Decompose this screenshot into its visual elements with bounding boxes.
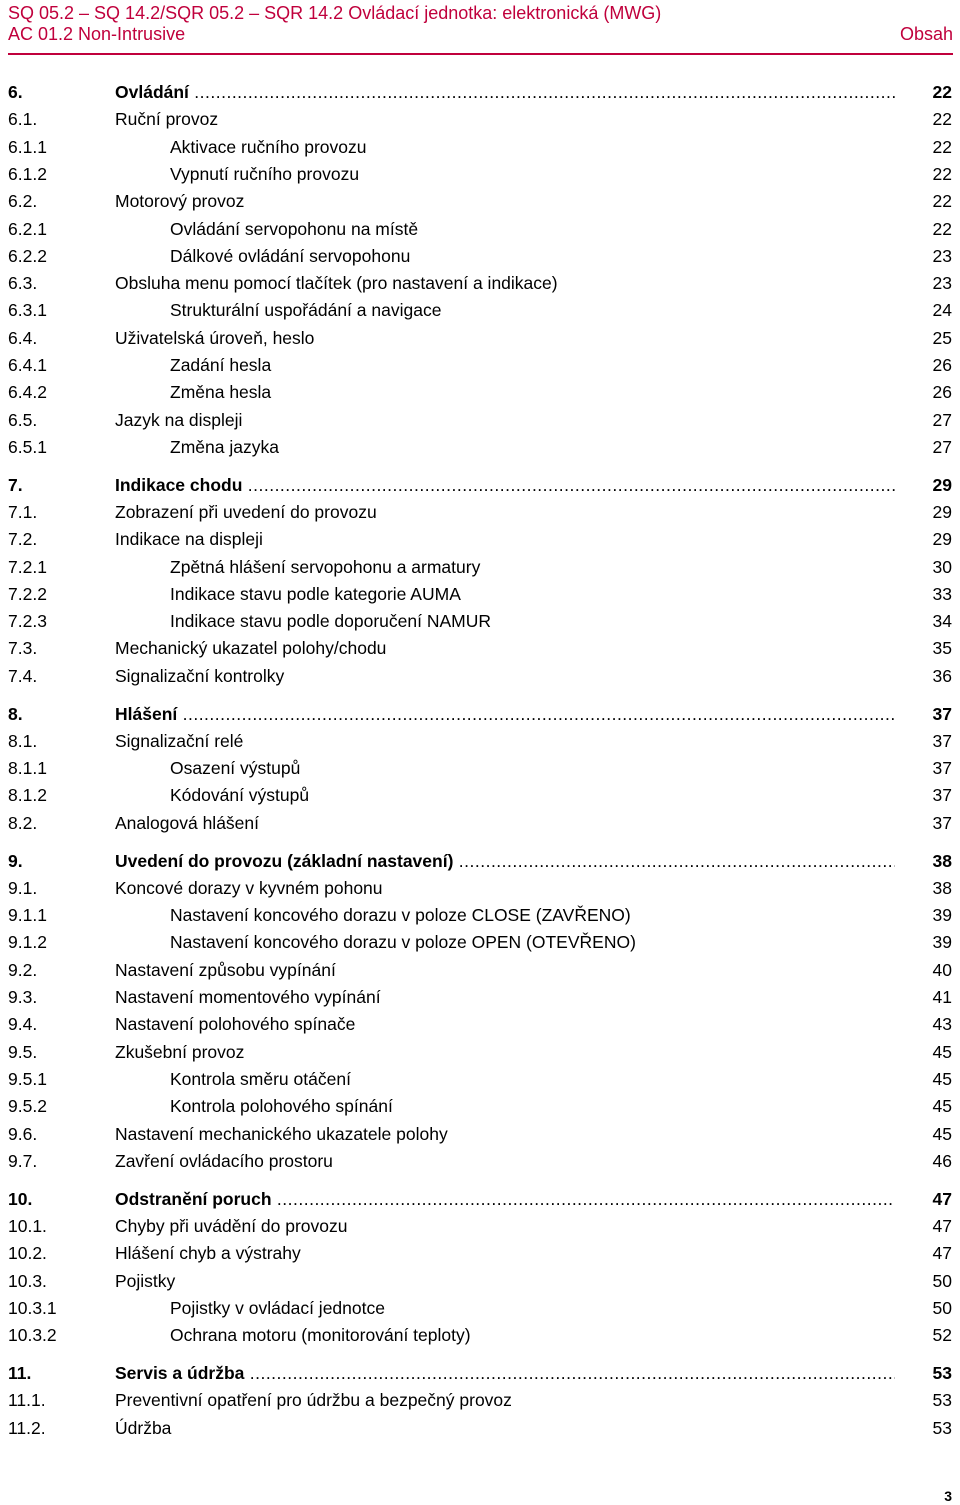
toc-entry-number: 9.3. (8, 987, 38, 1007)
toc-entry-page: 33 (932, 584, 952, 604)
toc-entry-title: Odstranění poruch ..... (115, 1187, 895, 1211)
toc-entry-number: 6.4. (8, 328, 38, 348)
toc-entry-row[interactable] (0, 408, 960, 432)
toc-entry-row[interactable] (0, 1214, 960, 1238)
toc-entry-title: Údržba (115, 1418, 172, 1438)
toc-entry-title: Nastavení momentového vypínání (115, 987, 381, 1007)
toc-entry-page: 23 (932, 246, 952, 266)
toc-entry-number: 11.1. (8, 1390, 46, 1410)
toc-entry-page: 22 (932, 191, 952, 211)
toc-entry-title: Jazyk na displeji (115, 410, 243, 430)
toc-entry-page: 38 (932, 878, 952, 898)
toc-entry-page: 29 (932, 529, 952, 549)
toc-entry-number: 11.2. (8, 1418, 46, 1438)
toc-entry-title: Obsluha menu pomocí tlačítek (pro nastavení a indikace) (115, 273, 558, 293)
toc-entry-row[interactable] (0, 326, 960, 350)
toc-entry-number: 9.7. (8, 1151, 38, 1171)
toc-entry-row[interactable] (0, 1122, 960, 1146)
toc-entry-title: Kontrola směru otáčení (170, 1069, 351, 1089)
toc-entry-number: 9.1.1 (8, 905, 47, 925)
toc-entry-title: Nastavení polohového spínače (115, 1014, 356, 1034)
toc-entry-number: 7.4. (8, 666, 38, 686)
toc-entry-title: Preventivní opatření pro údržbu a bezpečný provoz (115, 1390, 512, 1410)
toc-entry-page: 52 (932, 1325, 952, 1345)
toc-entry-number: 9.2. (8, 960, 38, 980)
toc-entry-number: 6.1.1 (8, 137, 47, 157)
toc-entry-number: 7.3. (8, 638, 38, 658)
toc-entry-title: Vypnutí ručního provozu (170, 164, 360, 184)
toc-entry-page: 37 (932, 785, 952, 805)
toc-entry-page: 25 (932, 328, 952, 348)
toc-entry-number: 6.2.1 (8, 219, 47, 239)
toc-entry-title: Ochrana motoru (monitorování teploty) (170, 1325, 471, 1345)
toc-entry-row[interactable] (0, 189, 960, 213)
toc-entry-title: Motorový provoz (115, 191, 245, 211)
toc-entry-page: 22 (932, 219, 952, 239)
toc-entry-page: 27 (932, 410, 952, 430)
toc-chapter-row[interactable] (0, 1187, 960, 1211)
toc-entry-row[interactable] (0, 1067, 960, 1091)
toc-entry-row[interactable] (0, 903, 960, 927)
toc-entry-page: 53 (932, 1390, 952, 1410)
toc-entry-page: 36 (932, 666, 952, 686)
toc-entry-page: 47 (932, 1243, 952, 1263)
toc-entry-row[interactable] (0, 756, 960, 780)
toc-entry-row[interactable] (0, 1149, 960, 1173)
toc-entry-row[interactable] (0, 1296, 960, 1320)
toc-entry-row[interactable] (0, 435, 960, 459)
toc-entry-page: 29 (932, 502, 952, 522)
toc-entry-page: 45 (932, 1069, 952, 1089)
toc-entry-page: 45 (932, 1124, 952, 1144)
toc-entry-page: 40 (932, 960, 952, 980)
toc-entry-page: 29 (932, 475, 952, 495)
toc-entry-number: 6.1.2 (8, 164, 47, 184)
toc-entry-number: 6.5.1 (8, 437, 47, 457)
toc-entry-row[interactable] (0, 271, 960, 295)
toc-entry-title: Změna jazyka (170, 437, 279, 457)
toc-entry-row[interactable] (0, 664, 960, 688)
toc-entry-title: Pojistky (115, 1271, 176, 1291)
toc-entry-row[interactable] (0, 244, 960, 268)
toc-entry-row[interactable] (0, 107, 960, 131)
toc-entry-title: Signalizační kontrolky (115, 666, 285, 686)
toc-entry-row[interactable] (0, 729, 960, 753)
toc-entry-page: 30 (932, 557, 952, 577)
toc-entry-title: Osazení výstupů (170, 758, 301, 778)
toc-entry-title: Uvedení do provozu (základní nastavení) ..... (115, 849, 895, 873)
toc-entry-number: 6.2. (8, 191, 38, 211)
toc-entry-row[interactable] (0, 1241, 960, 1265)
toc-entry-title: Dálkové ovládání servopohonu (170, 246, 411, 266)
toc-entry-row[interactable] (0, 783, 960, 807)
toc-entry-page: 22 (932, 82, 952, 102)
toc-entry-number: 6.2.2 (8, 246, 47, 266)
toc-entry-number: 6.1. (8, 109, 38, 129)
toc-entry-title: Analogová hlášení (115, 813, 259, 833)
toc-entry-number: 8.2. (8, 813, 38, 833)
toc-entry-page: 22 (932, 109, 952, 129)
toc-entry-page: 45 (932, 1042, 952, 1062)
toc-entry-row[interactable] (0, 555, 960, 579)
toc-chapter-row[interactable] (0, 473, 960, 497)
toc-entry-title: Ruční provoz (115, 109, 219, 129)
toc-entry-page: 50 (932, 1271, 952, 1291)
toc-entry-page: 24 (932, 300, 952, 320)
toc-entry-page: 53 (932, 1418, 952, 1438)
toc-entry-title: Nastavení způsobu vypínání (115, 960, 336, 980)
section-label: Obsah (899, 24, 953, 44)
toc-entry-page: 39 (932, 905, 952, 925)
toc-entry-title: Zadání hesla (170, 355, 272, 375)
toc-entry-page: 23 (932, 273, 952, 293)
toc-entry-page: 53 (932, 1363, 952, 1383)
toc-entry-row[interactable] (0, 380, 960, 404)
toc-entry-number: 7.2.3 (8, 611, 47, 631)
toc-entry-title: Mechanický ukazatel polohy/chodu (115, 638, 387, 658)
toc-entry-number: 6. (8, 82, 23, 102)
toc-entry-title: Strukturální uspořádání a navigace (170, 300, 442, 320)
toc-entry-title: Nastavení koncového dorazu v poloze OPEN (OTEVŘENO) (170, 932, 636, 952)
toc-entry-title: Nastavení mechanického ukazatele polohy (115, 1124, 448, 1144)
toc-entry-number: 9.5.2 (8, 1096, 47, 1116)
toc-entry-title: Uživatelská úroveň, heslo (115, 328, 315, 348)
toc-entry-page: 41 (932, 987, 952, 1007)
toc-entry-page: 37 (932, 731, 952, 751)
toc-entry-row[interactable] (0, 162, 960, 186)
toc-entry-page: 47 (932, 1189, 952, 1209)
toc-entry-number: 7.2.2 (8, 584, 47, 604)
toc-entry-row[interactable] (0, 527, 960, 551)
toc-entry-row[interactable] (0, 1416, 960, 1440)
toc-entry-title: Kódování výstupů (170, 785, 310, 805)
toc-entry-title: Indikace chodu ..... (115, 473, 895, 497)
toc-entry-row[interactable] (0, 636, 960, 660)
toc-chapter-row[interactable] (0, 702, 960, 726)
toc-entry-page: 47 (932, 1216, 952, 1236)
toc-entry-row[interactable] (0, 609, 960, 633)
toc-entry-number: 11. (8, 1363, 32, 1383)
toc-entry-number: 9.5.1 (8, 1069, 47, 1089)
toc-entry-number: 10. (8, 1189, 33, 1209)
toc-entry-page: 38 (932, 851, 952, 871)
toc-entry-number: 9.1. (8, 878, 38, 898)
toc-entry-row[interactable] (0, 1269, 960, 1293)
toc-entry-number: 6.4.1 (8, 355, 47, 375)
toc-entry-number: 10.2. (8, 1243, 47, 1263)
toc-entry-title: Hlášení ..... (115, 702, 895, 726)
toc-entry-title: Kontrola polohového spínání (170, 1096, 393, 1116)
toc-entry-title: Koncové dorazy v kyvném pohonu (115, 878, 383, 898)
toc-entry-title: Hlášení chyb a výstrahy (115, 1243, 301, 1263)
page-number: 3 (944, 1488, 952, 1504)
toc-entry-number: 7.2.1 (8, 557, 47, 577)
toc-entry-row[interactable] (0, 298, 960, 322)
toc-entry-number: 10.3.1 (8, 1298, 57, 1318)
toc-chapter-row[interactable] (0, 80, 960, 104)
toc-entry-row[interactable] (0, 582, 960, 606)
toc-entry-number: 6.3.1 (8, 300, 47, 320)
toc-entry-row[interactable] (0, 217, 960, 241)
toc-entry-number: 9.5. (8, 1042, 38, 1062)
toc-entry-title: Zkušební provoz (115, 1042, 245, 1062)
toc-entry-row[interactable] (0, 958, 960, 982)
document-title: SQ 05.2 – SQ 14.2/SQR 05.2 – SQR 14.2 Ovládací jednotka: elektronická (MWG) (8, 3, 662, 23)
toc-entry-page: 46 (932, 1151, 952, 1171)
toc-entry-row[interactable] (0, 1012, 960, 1036)
toc-entry-number: 7. (8, 475, 23, 495)
toc-chapter-row[interactable] (0, 1361, 960, 1385)
toc-entry-title: Zpětná hlášení servopohonu a armatury (170, 557, 481, 577)
toc-entry-title: Ovládání ..... (115, 80, 895, 104)
toc-entry-row[interactable] (0, 353, 960, 377)
toc-entry-row[interactable] (0, 985, 960, 1009)
toc-entry-page: 50 (932, 1298, 952, 1318)
toc-entry-row[interactable] (0, 1323, 960, 1347)
toc-entry-row[interactable] (0, 876, 960, 900)
document-subtitle: AC 01.2 Non-Intrusive (8, 24, 186, 44)
toc-entry-number: 6.5. (8, 410, 38, 430)
toc-entry-number: 9.1.2 (8, 932, 47, 952)
toc-entry-page: 26 (932, 355, 952, 375)
toc-entry-title: Indikace na displeji (115, 529, 263, 549)
toc-entry-row[interactable] (0, 1094, 960, 1118)
toc-entry-title: Zavření ovládacího prostoru (115, 1151, 333, 1171)
toc-entry-page: 35 (932, 638, 952, 658)
toc-entry-row[interactable] (0, 1388, 960, 1412)
toc-chapter-row[interactable] (0, 849, 960, 873)
toc-entry-row[interactable] (0, 1040, 960, 1064)
toc-entry-number: 10.3. (8, 1271, 47, 1291)
toc-entry-title: Pojistky v ovládací jednotce (170, 1298, 385, 1318)
toc-entry-number: 8.1. (8, 731, 38, 751)
toc-entry-page: 22 (932, 164, 952, 184)
toc-entry-row[interactable] (0, 135, 960, 159)
toc-entry-page: 43 (932, 1014, 952, 1034)
toc-entry-title: Servis a údržba ..... (115, 1361, 895, 1385)
toc-entry-number: 9.4. (8, 1014, 38, 1034)
toc-entry-row[interactable] (0, 500, 960, 524)
toc-entry-title: Chyby při uvádění do provozu (115, 1216, 348, 1236)
toc-entry-title: Aktivace ručního provozu (170, 137, 367, 157)
toc-entry-number: 10.1. (8, 1216, 47, 1236)
toc-entry-row[interactable] (0, 811, 960, 835)
toc-entry-number: 8. (8, 704, 23, 724)
toc-entry-title: Indikace stavu podle doporučení NAMUR (170, 611, 492, 631)
toc-entry-number: 9.6. (8, 1124, 38, 1144)
toc-entry-page: 45 (932, 1096, 952, 1116)
toc-entry-number: 9. (8, 851, 23, 871)
toc-entry-number: 6.3. (8, 273, 38, 293)
toc-entry-number: 8.1.2 (8, 785, 47, 805)
toc-entry-number: 6.4.2 (8, 382, 47, 402)
toc-entry-number: 7.1. (8, 502, 38, 522)
toc-entry-title: Indikace stavu podle kategorie AUMA (170, 584, 461, 604)
toc-entry-page: 22 (932, 137, 952, 157)
toc-entry-title: Zobrazení při uvedení do provozu (115, 502, 377, 522)
toc-entry-page: 37 (932, 813, 952, 833)
toc-entry-number: 8.1.1 (8, 758, 47, 778)
toc-entry-number: 10.3.2 (8, 1325, 57, 1345)
toc-entry-row[interactable] (0, 930, 960, 954)
toc-entry-page: 39 (932, 932, 952, 952)
toc-entry-page: 37 (932, 758, 952, 778)
toc-entry-title: Ovládání servopohonu na místě (170, 219, 419, 239)
toc-entry-page: 26 (932, 382, 952, 402)
toc-entry-page: 37 (932, 704, 952, 724)
toc-entry-page: 34 (932, 611, 952, 631)
toc-entry-page: 27 (932, 437, 952, 457)
toc-entry-title: Nastavení koncového dorazu v poloze CLOSE (ZAVŘENO) (170, 905, 631, 925)
toc-entry-number: 7.2. (8, 529, 38, 549)
toc-entry-title: Změna hesla (170, 382, 272, 402)
toc-entry-title: Signalizační relé (115, 731, 244, 751)
